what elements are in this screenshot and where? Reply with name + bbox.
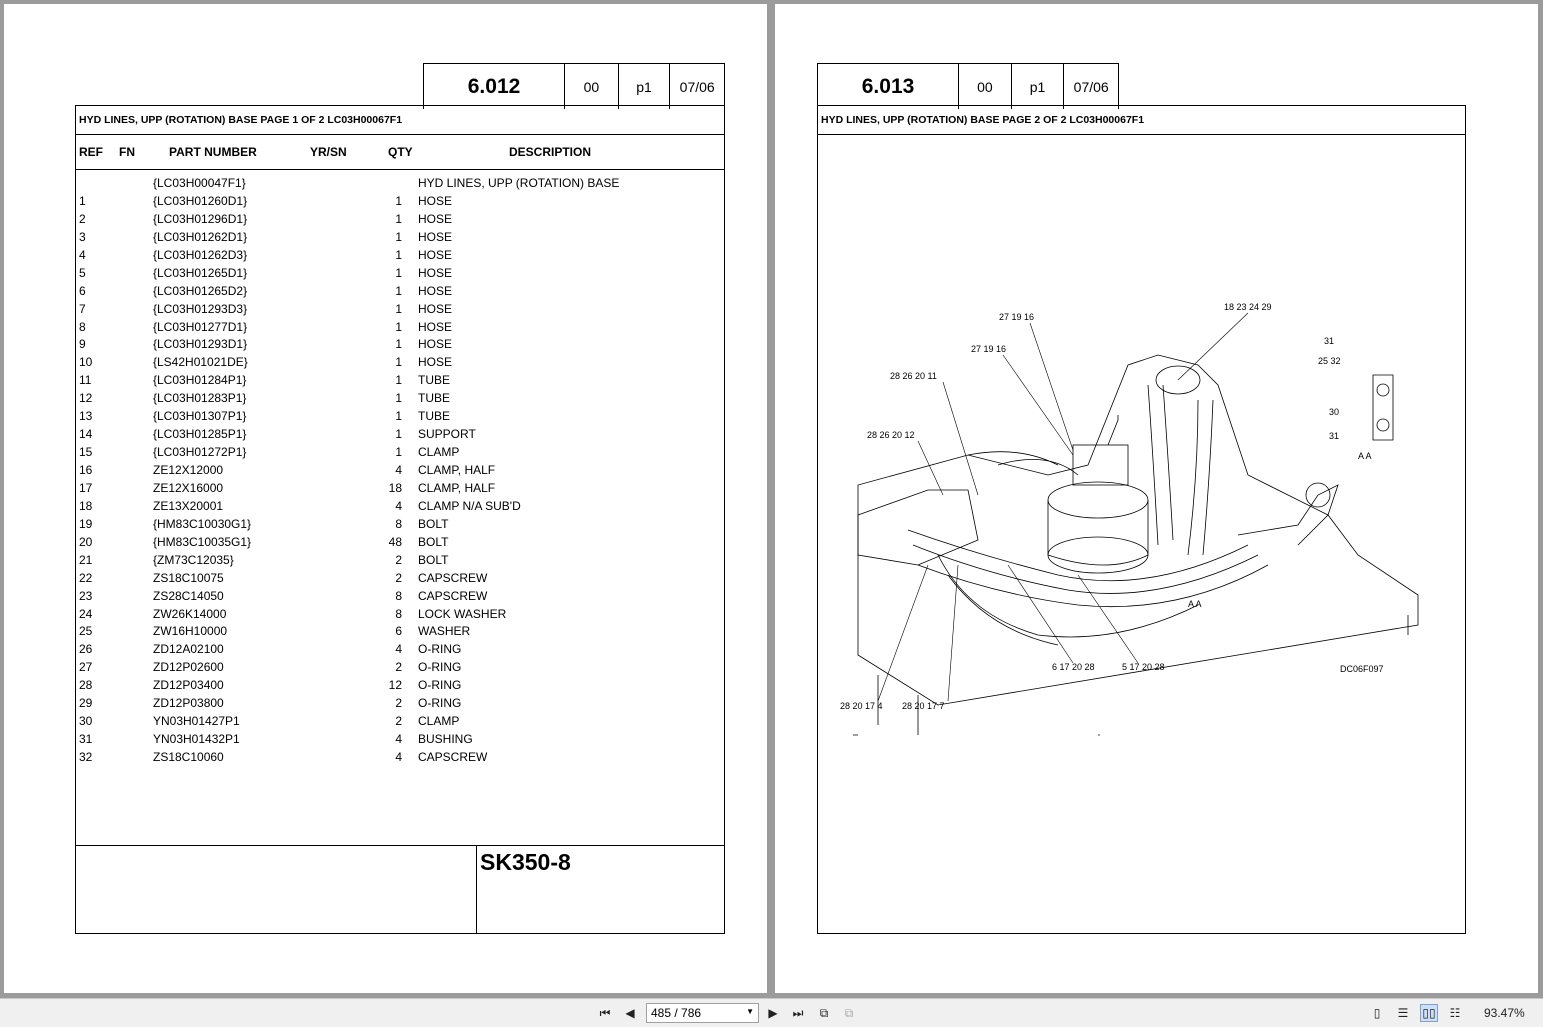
part-number-cell: {LC03H01285P1} bbox=[153, 427, 247, 442]
callout-label: 31 bbox=[1324, 336, 1335, 346]
table-row bbox=[76, 622, 724, 640]
col-ref: REF bbox=[79, 145, 103, 159]
ref-cell: 30 bbox=[79, 714, 93, 729]
part-number-cell: {ZM73C12035} bbox=[153, 552, 234, 567]
ref-cell: 26 bbox=[79, 642, 93, 657]
ref-cell: 23 bbox=[79, 588, 93, 603]
callout-label: A A bbox=[1188, 599, 1202, 609]
part-number-cell: YN03H01432P1 bbox=[153, 732, 240, 747]
part-number-cell: {LC03H01307P1} bbox=[153, 409, 247, 424]
description-cell: BUSHING bbox=[418, 732, 473, 747]
part-number-cell: ZE13X20001 bbox=[153, 498, 224, 513]
qty-cell: 1 bbox=[395, 337, 402, 352]
callout-label: A A bbox=[1358, 451, 1372, 461]
table-row bbox=[76, 569, 724, 587]
table-row bbox=[76, 712, 724, 730]
two-page-view-icon[interactable]: ▯▯ bbox=[1420, 1004, 1438, 1022]
description-cell: SUPPORT bbox=[418, 427, 476, 442]
zoom-level[interactable]: 93.47% bbox=[1484, 1006, 1525, 1020]
qty-cell: 4 bbox=[395, 750, 402, 764]
ref-cell: 14 bbox=[79, 427, 93, 442]
description-cell: BOLT bbox=[418, 552, 449, 567]
description-cell: CAPSCREW bbox=[418, 750, 488, 764]
part-number-cell: {LC03H01272P1} bbox=[153, 445, 247, 460]
qty-cell: 4 bbox=[395, 732, 402, 747]
part-number-cell: {LC03H00047F1} bbox=[153, 176, 246, 190]
part-number-cell: ZD12A02100 bbox=[153, 642, 224, 657]
ref-cell: 6 bbox=[79, 283, 86, 298]
callout-label: 28 20 17 4 bbox=[840, 701, 883, 711]
ref-cell: 12 bbox=[79, 391, 93, 406]
ref-cell: 31 bbox=[79, 732, 93, 747]
ref-cell: 1 bbox=[79, 193, 86, 208]
part-number-cell: YN03H01427P1 bbox=[153, 714, 240, 729]
previous-page-icon[interactable]: ◀ bbox=[625, 1006, 635, 1020]
qty-cell: 1 bbox=[395, 193, 402, 208]
parts-list-frame bbox=[75, 105, 725, 934]
qty-cell: 1 bbox=[395, 409, 402, 424]
ref-cell: 3 bbox=[79, 229, 86, 244]
table-row bbox=[76, 264, 724, 282]
ref-cell: 16 bbox=[79, 463, 93, 477]
last-page-icon[interactable]: ⏭ bbox=[792, 1005, 804, 1020]
part-number-cell: {LC03H01283P1} bbox=[153, 391, 247, 406]
qty-cell: 8 bbox=[395, 588, 402, 603]
qty-cell: 1 bbox=[395, 445, 402, 460]
description-cell: TUBE bbox=[418, 409, 451, 424]
table-row bbox=[76, 533, 724, 551]
table-row bbox=[76, 515, 724, 533]
two-page-continuous-view-icon[interactable]: ☷ bbox=[1449, 1006, 1461, 1020]
continuous-view-icon[interactable]: ☰ bbox=[1397, 1006, 1409, 1020]
description-cell: HOSE bbox=[418, 319, 453, 334]
ref-cell: 8 bbox=[79, 319, 86, 334]
qty-cell: 1 bbox=[395, 373, 402, 388]
part-number-cell: ZE12X12000 bbox=[153, 463, 224, 477]
callout-label: 5 17 20 28 bbox=[1122, 662, 1165, 672]
callout-label: 31 bbox=[1329, 431, 1340, 441]
first-page-icon[interactable]: ⏮ bbox=[599, 1005, 611, 1020]
qty-cell: 48 bbox=[388, 534, 402, 549]
table-row bbox=[76, 282, 724, 300]
part-number-cell: {LC03H01293D3} bbox=[153, 301, 248, 316]
ref-cell: 7 bbox=[79, 301, 86, 316]
description-cell: BOLT bbox=[418, 534, 449, 549]
part-number-cell: {HM83C10030G1} bbox=[153, 516, 252, 531]
description-cell: O-RING bbox=[418, 660, 462, 675]
viewer-toolbar bbox=[0, 998, 1543, 1027]
qty-cell: 1 bbox=[395, 265, 402, 280]
description-cell: CLAMP bbox=[418, 714, 460, 729]
ref-cell: 24 bbox=[79, 606, 93, 621]
ref-cell: 11 bbox=[79, 373, 92, 388]
description-cell: HOSE bbox=[418, 301, 453, 316]
table-row bbox=[76, 407, 724, 425]
table-row bbox=[76, 640, 724, 658]
page-indicator: 485 / 786 bbox=[651, 1006, 702, 1020]
callout-label: 18 23 24 29 bbox=[1224, 302, 1272, 312]
ref-cell: 9 bbox=[79, 337, 86, 352]
description-cell: CLAMP bbox=[418, 445, 460, 460]
callout-label: 6 17 20 28 bbox=[1052, 662, 1095, 672]
description-cell: HOSE bbox=[418, 283, 453, 298]
qty-cell: 8 bbox=[395, 516, 402, 531]
qty-cell: 6 bbox=[395, 624, 402, 639]
model-name: SK350-8 bbox=[476, 846, 724, 933]
page-part: p1 bbox=[619, 64, 671, 109]
description-cell: O-RING bbox=[418, 678, 462, 693]
description-cell: HYD LINES, UPP (ROTATION) BASE bbox=[418, 176, 620, 190]
page-number: 6.012 bbox=[424, 64, 565, 109]
col-qty: QTY bbox=[388, 145, 413, 159]
page-selector[interactable] bbox=[646, 1003, 759, 1023]
qty-cell: 1 bbox=[395, 211, 402, 226]
part-number-cell: ZS18C10060 bbox=[153, 750, 224, 764]
qty-cell: 4 bbox=[395, 642, 402, 657]
table-row bbox=[76, 246, 724, 264]
qty-cell: 8 bbox=[395, 606, 402, 621]
revision: 00 bbox=[565, 64, 619, 109]
qty-cell: 2 bbox=[395, 660, 402, 675]
callout-label: 28 26 20 11 bbox=[890, 371, 937, 381]
ref-cell: 25 bbox=[79, 624, 93, 639]
ref-cell: 32 bbox=[79, 750, 93, 764]
table-row bbox=[76, 748, 724, 766]
right-page-header bbox=[817, 63, 1119, 109]
table-row bbox=[76, 694, 724, 712]
hydraulic-diagram bbox=[818, 135, 1465, 932]
ref-cell: 4 bbox=[79, 247, 86, 262]
forward-view-icon[interactable]: ⧉ bbox=[844, 1005, 854, 1020]
table-row bbox=[76, 228, 724, 246]
ref-cell: 21 bbox=[79, 552, 93, 567]
table-row bbox=[76, 389, 724, 407]
qty-cell: 4 bbox=[395, 498, 402, 513]
ref-cell: 20 bbox=[79, 534, 93, 549]
page-title: HYD LINES, UPP (ROTATION) BASE PAGE 1 OF 2 LC03H00067F1 bbox=[76, 106, 724, 135]
part-number-cell: ZE12X16000 bbox=[153, 480, 224, 495]
part-number-cell: ZW26K14000 bbox=[153, 606, 227, 621]
table-row bbox=[76, 318, 724, 336]
diagram-code: DC06F097 bbox=[1340, 664, 1384, 674]
part-number-cell: {LS42H01021DE} bbox=[153, 355, 248, 370]
qty-cell: 1 bbox=[395, 283, 402, 298]
part-number-cell: {LC03H01284P1} bbox=[153, 373, 247, 388]
qty-cell: 18 bbox=[388, 480, 402, 495]
callout-label: 27 19 16 bbox=[971, 344, 1007, 354]
table-row bbox=[76, 461, 724, 479]
table-row bbox=[76, 210, 724, 228]
part-number-cell: ZD12P03400 bbox=[153, 678, 224, 693]
single-page-view-icon[interactable]: ▯ bbox=[1373, 1006, 1381, 1020]
description-cell: HOSE bbox=[418, 247, 453, 262]
back-view-icon[interactable]: ⧉ bbox=[819, 1005, 829, 1020]
part-number-cell: {LC03H01260D1} bbox=[153, 193, 248, 208]
callout-label: 28 20 17 7 bbox=[902, 701, 945, 711]
table-row bbox=[76, 658, 724, 676]
ref-cell: 17 bbox=[79, 480, 93, 495]
table-row bbox=[76, 443, 724, 461]
table-row bbox=[76, 371, 724, 389]
description-cell: HOSE bbox=[418, 355, 453, 370]
ref-cell: 18 bbox=[79, 498, 93, 513]
part-number-cell: {LC03H01293D1} bbox=[153, 337, 248, 352]
description-cell: HOSE bbox=[418, 211, 453, 226]
description-cell: TUBE bbox=[418, 391, 451, 406]
ref-cell: 13 bbox=[79, 409, 93, 424]
qty-cell: 1 bbox=[395, 247, 402, 262]
table-row bbox=[76, 587, 724, 605]
column-headers bbox=[76, 135, 724, 170]
description-cell: WASHER bbox=[418, 624, 471, 639]
part-number-cell: {HM83C10035G1} bbox=[153, 534, 252, 549]
page-title: HYD LINES, UPP (ROTATION) BASE PAGE 2 OF 2 LC03H00067F1 bbox=[818, 106, 1465, 135]
ref-cell: 19 bbox=[79, 516, 93, 531]
description-cell: BOLT bbox=[418, 516, 449, 531]
description-cell: CLAMP N/A SUB'D bbox=[418, 498, 521, 513]
qty-cell: 1 bbox=[395, 391, 402, 406]
ref-cell: 22 bbox=[79, 570, 93, 585]
table-row bbox=[76, 300, 724, 318]
description-cell: HOSE bbox=[418, 193, 453, 208]
part-number-cell: {LC03H01265D1} bbox=[153, 265, 248, 280]
description-cell: CLAMP, HALF bbox=[418, 480, 496, 495]
qty-cell: 1 bbox=[395, 355, 402, 370]
revision: 00 bbox=[959, 64, 1012, 109]
qty-cell: 1 bbox=[395, 319, 402, 334]
description-cell: CAPSCREW bbox=[418, 570, 488, 585]
description-cell: LOCK WASHER bbox=[418, 606, 507, 621]
callout-label: 27 19 16 bbox=[999, 312, 1035, 322]
col-description: DESCRIPTION bbox=[509, 145, 592, 159]
part-number-cell: {LC03H01296D1} bbox=[153, 211, 248, 226]
part-number-cell: {LC03H01277D1} bbox=[153, 319, 248, 334]
ref-cell: 15 bbox=[79, 445, 93, 460]
parts-rows bbox=[76, 174, 724, 766]
ref-cell: 29 bbox=[79, 696, 93, 711]
table-row bbox=[76, 335, 724, 353]
date: 07/06 bbox=[1073, 78, 1109, 95]
ref-cell: 27 bbox=[79, 660, 93, 675]
col-fn: FN bbox=[119, 145, 135, 159]
part-number-cell: ZD12P02600 bbox=[153, 660, 224, 675]
qty-cell: 1 bbox=[395, 427, 402, 442]
table-row bbox=[76, 551, 724, 569]
part-number-cell: ZS18C10075 bbox=[153, 570, 224, 585]
part-number-cell: {LC03H01265D2} bbox=[153, 283, 248, 298]
page-part: p1 bbox=[1012, 64, 1065, 109]
callout-label: 30 bbox=[1329, 407, 1340, 417]
description-cell: HOSE bbox=[418, 229, 453, 244]
next-page-icon[interactable]: ▶ bbox=[768, 1006, 778, 1020]
description-cell: HOSE bbox=[418, 265, 453, 280]
left-page bbox=[4, 4, 767, 993]
part-number-cell: ZS28C14050 bbox=[153, 588, 224, 603]
table-row bbox=[76, 730, 724, 748]
table-row bbox=[76, 497, 724, 515]
page-number: 6.013 bbox=[818, 64, 959, 109]
qty-cell: 2 bbox=[395, 696, 402, 711]
qty-cell: 1 bbox=[395, 229, 402, 244]
description-cell: CAPSCREW bbox=[418, 588, 488, 603]
qty-cell: 1 bbox=[395, 301, 402, 316]
table-row bbox=[76, 479, 724, 497]
ref-cell: 10 bbox=[79, 355, 93, 370]
diagram-callouts bbox=[840, 302, 1384, 711]
description-cell: HOSE bbox=[418, 337, 453, 352]
date: 07/06 bbox=[679, 78, 715, 95]
part-number-cell: {LC03H01262D3} bbox=[153, 247, 248, 262]
ref-cell: 2 bbox=[79, 211, 86, 226]
page-footer bbox=[76, 845, 724, 933]
col-part-number: PART NUMBER bbox=[169, 145, 257, 159]
qty-cell: 4 bbox=[395, 463, 402, 477]
part-number-cell: ZW16H10000 bbox=[153, 624, 228, 639]
description-cell: O-RING bbox=[418, 642, 462, 657]
description-cell: O-RING bbox=[418, 696, 462, 711]
table-row bbox=[76, 174, 724, 192]
table-row bbox=[76, 353, 724, 371]
right-page bbox=[775, 4, 1538, 993]
left-page-header bbox=[423, 63, 725, 109]
callout-label: 28 26 20 12 bbox=[867, 430, 915, 440]
diagram-frame bbox=[817, 105, 1466, 934]
col-yrsn: YR/SN bbox=[310, 145, 347, 159]
qty-cell: 2 bbox=[395, 570, 402, 585]
description-cell: CLAMP, HALF bbox=[418, 463, 496, 477]
ref-cell: 5 bbox=[79, 265, 86, 280]
table-row bbox=[76, 192, 724, 210]
table-row bbox=[76, 425, 724, 443]
part-number-cell: ZD12P03800 bbox=[153, 696, 224, 711]
table-row bbox=[76, 605, 724, 623]
qty-cell: 2 bbox=[395, 552, 402, 567]
qty-cell: 12 bbox=[388, 678, 402, 693]
description-cell: TUBE bbox=[418, 373, 451, 388]
chevron-down-icon: ▼ bbox=[746, 1007, 754, 1016]
part-number-cell: {LC03H01262D1} bbox=[153, 229, 248, 244]
table-row bbox=[76, 676, 724, 694]
ref-cell: 28 bbox=[79, 678, 93, 693]
qty-cell: 2 bbox=[395, 714, 402, 729]
callout-label: 25 32 bbox=[1318, 356, 1341, 366]
